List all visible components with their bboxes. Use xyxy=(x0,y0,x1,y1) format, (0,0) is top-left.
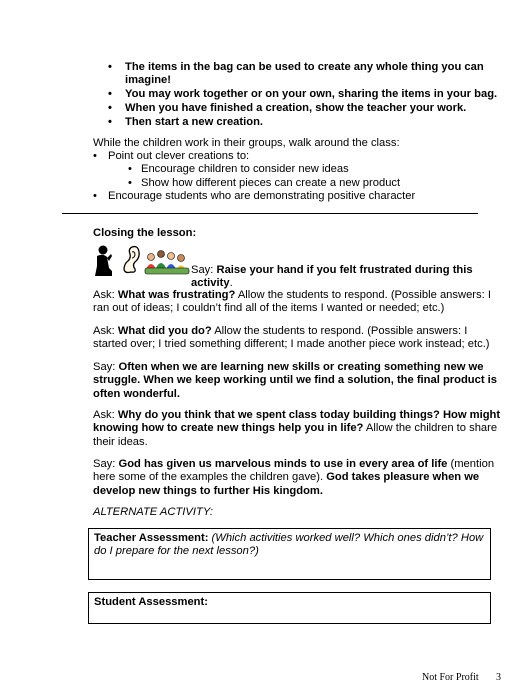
list-item: • You may work together or on your own, sharing the items in your bag. xyxy=(108,88,498,101)
say-struggle: Say: Often when we are learning new skills or creating something new we struggle. When we keep working until we find a solution, the final product is often wonderful. xyxy=(93,361,498,400)
alternate-activity-heading: ALTERNATE ACTIVITY: xyxy=(93,506,213,518)
teacher-assessment-box[interactable] xyxy=(88,528,491,580)
sub-item: • Encourage children to consider new ideas xyxy=(123,163,503,176)
children-group-icon xyxy=(145,251,189,275)
instructions-list xyxy=(108,61,498,130)
sub-list xyxy=(123,163,503,190)
page-number: 3 xyxy=(496,672,501,683)
intro-text: While the children work in their groups, walk around the class: xyxy=(93,137,400,149)
say-marvelous-minds: Say: God has given us marvelous minds to use in every area of life (mention here some of the examples the children gave). God takes pleasure when we develop new things to further His kingdom. xyxy=(93,458,495,497)
ask-frustrating: Ask: What was frustrating? Allow the students to respond. (Possible answers: I ran out of ideas; I couldn’t find all of the items I wanted or needed; etc.) xyxy=(93,289,491,315)
praying-person-icon xyxy=(95,246,112,277)
ask-building-things: Ask: Why do you think that we spent class today building things? How might knowing how to create new things help you in life? Allow the children to share their ideas. xyxy=(93,409,501,448)
footer-text: Not For Profit xyxy=(422,672,479,683)
list-item: • When you have finished a creation, show the teacher your work. xyxy=(108,102,498,115)
student-assessment-box[interactable] xyxy=(88,592,491,624)
list-item xyxy=(93,150,503,190)
tip-point: Point out clever creations to: xyxy=(108,150,250,162)
ask-what-did-you-do: Ask: What did you do? Allow the students to respond. (Possible answers: I started over; I tried something different; I made another piece work instead; etc.) xyxy=(93,325,490,351)
teacher-assessment-prompt: (Which activities worked well? Which ones didn’t? How do I prepare for the next lesson?) xyxy=(94,532,484,558)
say-frustrated: Say: Raise your hand if you felt frustrated during this activity. xyxy=(191,264,473,290)
tips-list xyxy=(93,150,503,204)
student-assessment-label: Student Assessment: xyxy=(94,596,208,608)
sub-item: • Show how different pieces can create a new product xyxy=(123,177,503,190)
ear-icon xyxy=(124,247,139,273)
section-divider xyxy=(62,213,478,214)
list-item: • The items in the bag can be used to create any whole thing you can imagine! xyxy=(108,61,498,88)
teacher-assessment-label: Teacher Assessment: xyxy=(94,532,209,544)
list-item: • Then start a new creation. xyxy=(108,116,498,129)
list-item: • Encourage students who are demonstrating positive character xyxy=(93,190,503,203)
closing-heading: Closing the lesson: xyxy=(93,227,197,239)
icons-row xyxy=(93,244,193,278)
